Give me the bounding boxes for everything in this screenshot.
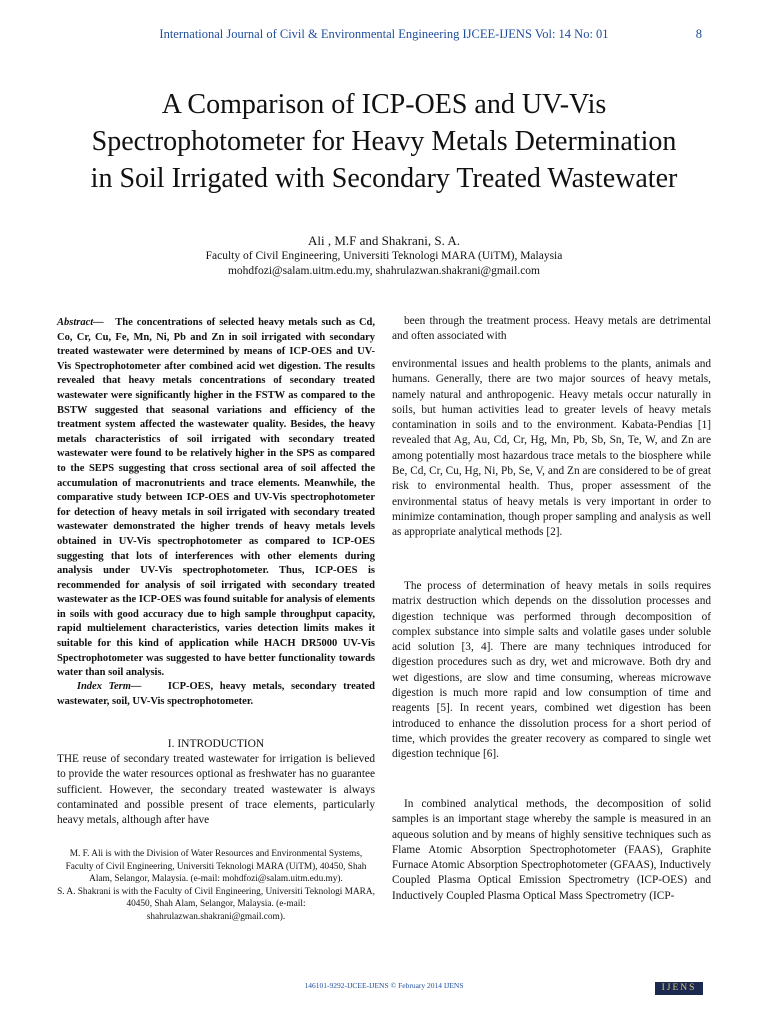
abstract bbox=[57, 316, 375, 681]
journal-running-head: International Journal of Civil & Environmental Engineering IJCEE-IJENS Vol: 14 No: 01 bbox=[159, 27, 609, 41]
index-terms bbox=[57, 680, 375, 709]
footnote-author-1: M. F. Ali is with the Division of Water Resources and Environmental Systems, Faculty of Civil Engineering, Universiti Teknologi MARA (UiTM), 40450, Shah Alam, Selangor, Malaysia. (e-mail: mohdfozi@salam.uitm.edu.my). bbox=[65, 849, 367, 885]
author-affiliation: Faculty of Civil Engineering, Universiti Teknologi MARA (UiTM), Malaysia bbox=[205, 250, 563, 262]
copyright-footer: 146101-9292-IJCEE-IJENS © February 2014 IJENS bbox=[304, 981, 464, 990]
paper-authors: Ali , M.F and Shakrani, S. A. bbox=[307, 233, 461, 248]
introduction-paragraph: THE reuse of secondary treated wastewater for irrigation is believed to provide the water resources optional as freshwater has no guarantee sufficient. However, the secondary treated wastewater is always contaminated and possible present of trace elements, particularly heavy metals, although after have bbox=[57, 753, 375, 827]
right-column-paragraph-2 bbox=[392, 357, 711, 541]
author-emails: mohdfozi@salam.uitm.edu.my, shahrulazwan.shakrani@gmail.com bbox=[227, 265, 540, 277]
paper-title: A Comparison of ICP-OES and UV-Vis Spectrophotometer for Heavy Metals Determination in Soil Irrigated with Secondary Treated Wastewater bbox=[90, 89, 678, 194]
section-heading-introduction: I. INTRODUCTION bbox=[167, 738, 265, 750]
abstract-text: The concentrations of selected heavy metals such as Cd, Co, Cr, Cu, Fe, Mn, Ni, Pb and Zn in soil irrigated with secondary treated wastewater were determined by means of ICP-OES and UV-Vis Spectrophotometer after combined acid wet digestion. The results revealed that heavy metals concentrations of secondary treated wastewater were significantly higher in the FSTW as compared to the BSTW suggested that seasonal variations and efficiency of the treatment system affected the wastewater quality. Besides, the heavy metals characteristics of soil irrigated with secondary treated wastewater were found to be relatively higher in the SPS as compared to the SEPS suggesting that cross sectional area of soil affected the accumulation of macronutrients and trace elements. Meanwhile, the comparative study between ICP-OES and UV-Vis spectrophotometer for detection of heavy metals in soil irrigated with secondary treated wastewater demonstrated the higher trends of heavy metals levels obtained in UV-Vis spectrophotometer as compared to ICP-OES suggesting that lots of interferences with other elements during analysis under UV-Vis spectrophotometer. Thus, ICP-OES is recommended for analysis of soil irrigated with secondary treated wastewater as the ICP-OES was found suitable for analysis of elements in soils with good accuracy due to high sample throughput capacity, rapid multielement characteristics, varies detection limits makes it suitable for this kind of application while HACH DR5000 UV-Vis Spectrophotometer was suggested to have better functionality towards water than soil analysis. bbox=[57, 317, 376, 679]
page-number: 8 bbox=[695, 27, 702, 41]
introduction-text bbox=[57, 752, 375, 828]
right-column-paragraph-3 bbox=[392, 579, 711, 763]
footnote-author-2: S. A. Shakrani is with the Faculty of Civil Engineering, Universiti Teknologi MARA, 40450, Shah Alam, Selangor, Malaysia. (e-mail: shahrulazwan.shakrani@gmail.com). bbox=[57, 886, 375, 922]
index-terms-text: ICP-OES, heavy metals, secondary treated wastewater, soil, UV-Vis spectrophotometer. bbox=[57, 681, 376, 707]
paragraph-text: been through the treatment process. Heavy metals are detrimental and often associated with bbox=[392, 315, 711, 343]
paragraph-text: In combined analytical methods, the decomposition of solid samples is an important stage whereby the sample is measured in an aqueous solution and by means of highly sensitive techniques such as Flame Atomic Absorption Spectrophotometer (FAAS), Graphite Furnace Atomic Absorption Spectrophotometer (GFAAS), Inductively Coupled Plasma Optical Emission Spectrometry (ICP-OES) and Inductively Coupled Plasma Optical Mass Spectrometry (ICP- bbox=[392, 798, 711, 902]
paragraph-text: The process of determination of heavy metals in soils requires matrix destruction which depends on the dissolution processes and digestion technique was performed through decomposition of complex substance into simple salts and volatile gases under soluble acid solution [3, 4]. There are many techniques introduced for digestion procedures such as dry, wet and microwave. Both dry and wet digestions, are slow and time consuming, whereas microwave digestion is much more rapid and low consumption of time and reagents [5]. In recent years, combined wet digestion has been introduced to enhance the dissolution process for a short period of time, which provides the greater recovery as compared to single wet digestion technique [6]. bbox=[392, 580, 711, 761]
paragraph-text: environmental issues and health problems to the plants, animals and humans. Generally, there are two major sources of heavy metals, namely natural and anthropogenic. Heavy metals occur naturally in soils, but human activities lead to greater levels of heavy metals contamination in soils and to the environment. Kabata-Pendias [1] revealed that Ag, Au, Cd, Cr, Hg, Mn, Pb, Sb, Sn, Te, W, and Zn are among potentially most hazardous trace metals to the biosphere while Be, Cd, Cr, Cu, Hg, Ni, Pb, Se, V, and Zn are considered to be of great risk to environmental health. Thus, proper assessment of the environmental status of heavy metals is very important in order to minimize contamination, though proper sampling and analysis as well as appropriate analytical methods [2]. bbox=[392, 358, 711, 539]
author-footnote bbox=[57, 848, 375, 924]
right-column-paragraph-4 bbox=[392, 797, 711, 904]
ijens-logo: IJENS bbox=[655, 982, 703, 995]
abstract-label: Abstract— bbox=[57, 317, 104, 328]
right-column-paragraph-1 bbox=[392, 314, 711, 345]
index-terms-label: Index Term— bbox=[76, 681, 142, 692]
